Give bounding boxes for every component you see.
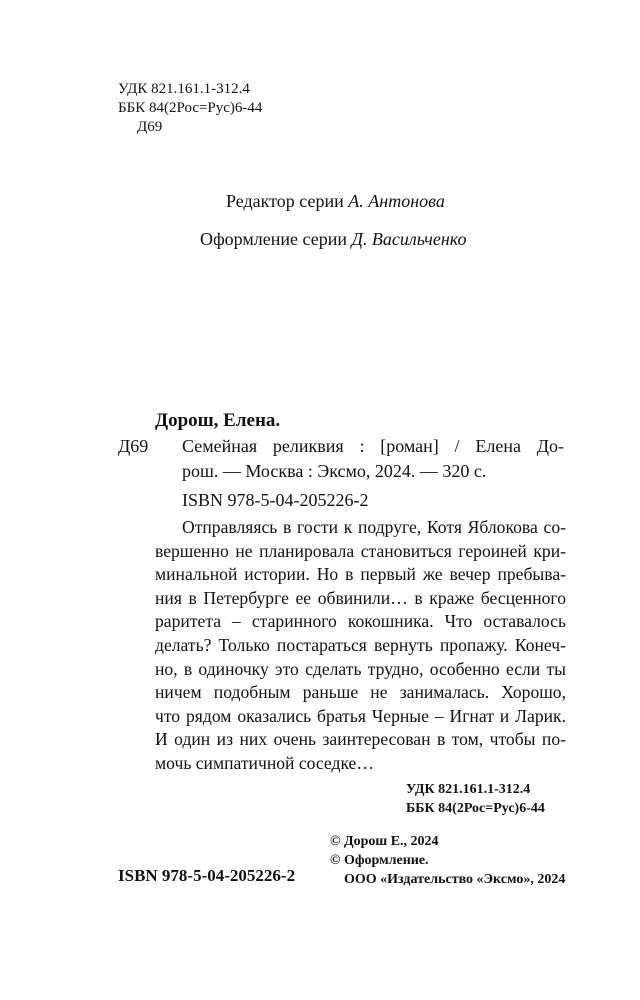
record-author-mark: Д69 — [118, 436, 149, 456]
annotation-line: Отправляясь в гости к подруге, Котя Яблокова со- — [182, 517, 566, 537]
annotation-line: минальной истории. Но в первый же вечер пребыва- — [155, 564, 566, 585]
annotation-line: делать? Только постараться вернуть пропажу. Конеч- — [155, 634, 566, 655]
record-title-line: Семейная реликвия : [роман] / Елена До- — [182, 436, 564, 456]
annotation-line: мочь симпатичной соседке… — [155, 752, 374, 773]
bbk-code-top: ББК 84(2Рос=Рус)6-44 — [118, 100, 263, 116]
bbk-code-bottom: ББК 84(2Рос=Рус)6-44 — [406, 801, 545, 816]
annotation-line: раритета – старинного кокошника. Что оставалось — [155, 611, 566, 632]
udk-code-bottom: УДК 821.161.1-312.4 — [406, 782, 531, 797]
copyright-publisher: ООО «Издательство «Эксмо», 2024 — [344, 872, 566, 887]
record-author: Дорош, Елена. — [155, 410, 281, 431]
annotation-line: но, в одиночку это сделать трудно, особенно если ты — [155, 658, 566, 679]
annotation-line: вершенно не планировала становиться героиней кри- — [155, 540, 566, 561]
record-title-line: рош. — Москва : Эксмо, 2024. — 320 с. — [182, 461, 487, 481]
author-mark-top: Д69 — [137, 119, 163, 135]
annotation-line: ничем подобным раньше не занималась. Хорошо, — [155, 682, 566, 703]
editor-label: Редактор серии — [226, 191, 344, 211]
annotation-line: И один из них очень заинтересован в том, чтобы по- — [155, 729, 566, 750]
copyright-design: © Оформление. — [330, 853, 429, 868]
editor-credit — [226, 191, 445, 212]
annotation-line: что рядом оказались братья Черные – Игнат и Ларик. — [155, 705, 566, 726]
annotation — [155, 516, 566, 776]
bottom-isbn: ISBN 978-5-04-205226-2 — [118, 866, 296, 885]
design-credit — [200, 229, 467, 250]
record-title — [182, 434, 564, 484]
editor-name: А. Антонова — [348, 191, 445, 211]
design-label: Оформление серии — [200, 229, 347, 249]
design-name: Д. Васильченко — [351, 229, 467, 249]
annotation-line: ния в Петербурге ее обвинили… в краже бесценного — [155, 587, 566, 608]
record-isbn: ISBN 978-5-04-205226-2 — [182, 490, 369, 510]
udk-code-top: УДК 821.161.1-312.4 — [118, 81, 250, 97]
copyright-author: © Дорош Е., 2024 — [330, 834, 439, 849]
